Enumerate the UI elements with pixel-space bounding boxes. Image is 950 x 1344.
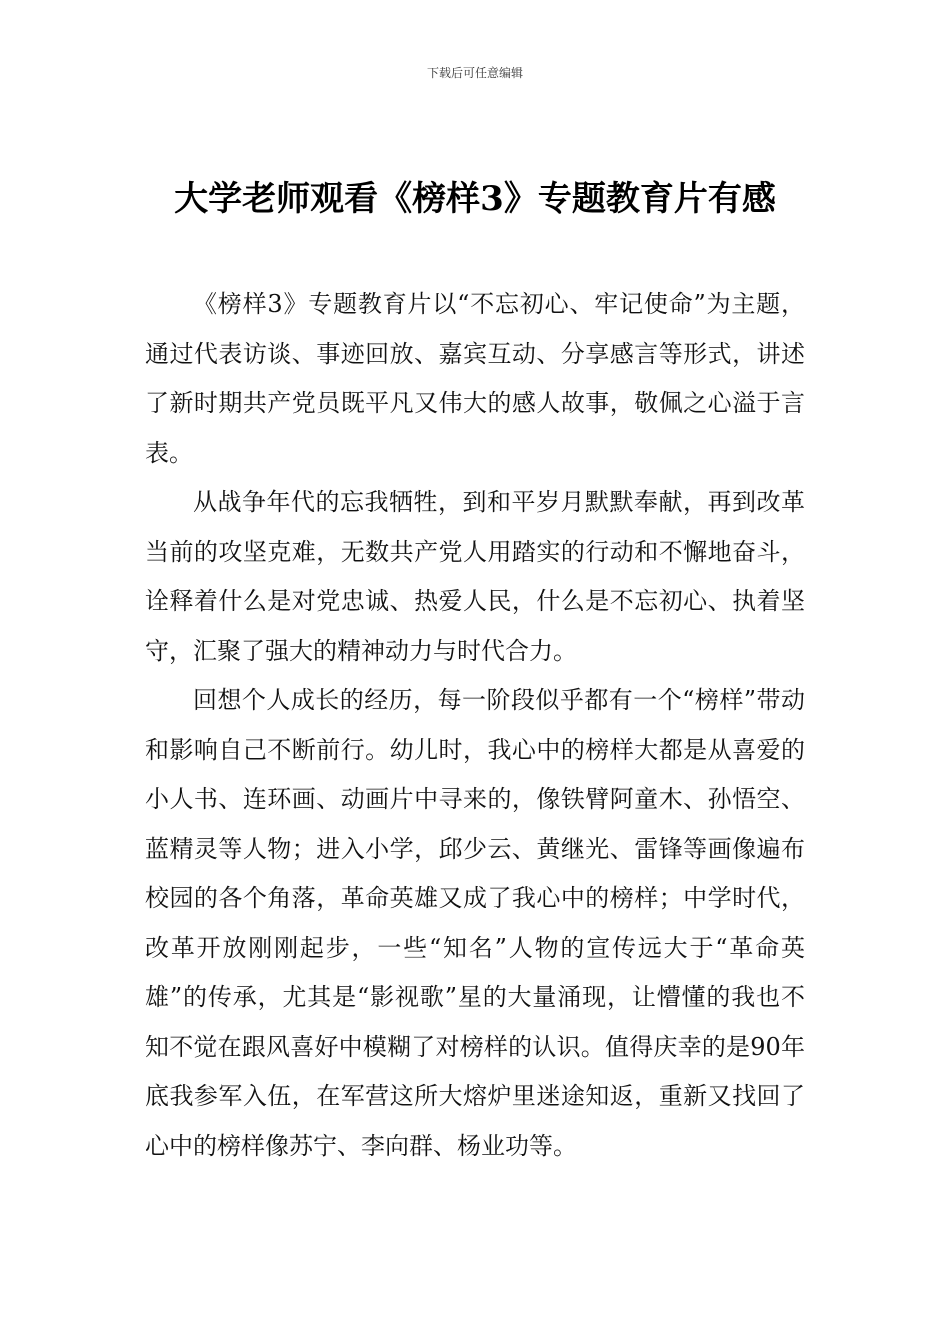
document-title: 大学老师观看《榜样3》专题教育片有感 [174, 179, 776, 219]
page-header: 下载后可任意编辑 [426, 66, 523, 80]
paragraph: 《榜样3》专题教育片以“不忘初心、牢记使命”为主题，通过代表访谈、事迹回放、嘉宾互动、分享感言等形式，讲述了新时期共产党员既平凡又伟大的感人故事，敬佩之心溢于言表。 [145, 290, 805, 467]
document-body [145, 280, 805, 1171]
paragraph: 回想个人成长的经历，每一阶段似乎都有一个“榜样”带动和影响自己不断前行。幼儿时，我心中的榜样大都是从喜爱的小人书、连环画、动画片中寻来的，像铁臂阿童木、孙悟空、蓝精灵等人物；进入小学，邱少云、黄继光、雷锋等画像遍布校园的各个角落，革命英雄又成了我心中的榜样；中学时代，改革开放刚刚起步，一些“知名”人物的宣传远大于“革命英雄”的传承，尤其是“影视歌”星的大量涌现，让懵懂的我也不知不觉在跟风喜好中模糊了对榜样的认识。值得庆幸的是90年底我参军入伍，在军营这所大熔炉里迷途知返，重新又找回了心中的榜样像苏宁、李向群、杨业功等。 [145, 686, 805, 1160]
paragraph: 从战争年代的忘我牺牲，到和平岁月默默奉献，再到改革当前的攻坚克难，无数共产党人用踏实的行动和不懈地奋斗，诠释着什么是对党忠诚、热爱人民，什么是不忘初心、执着坚守，汇聚了强大的精神动力与时代合力。 [145, 488, 805, 665]
